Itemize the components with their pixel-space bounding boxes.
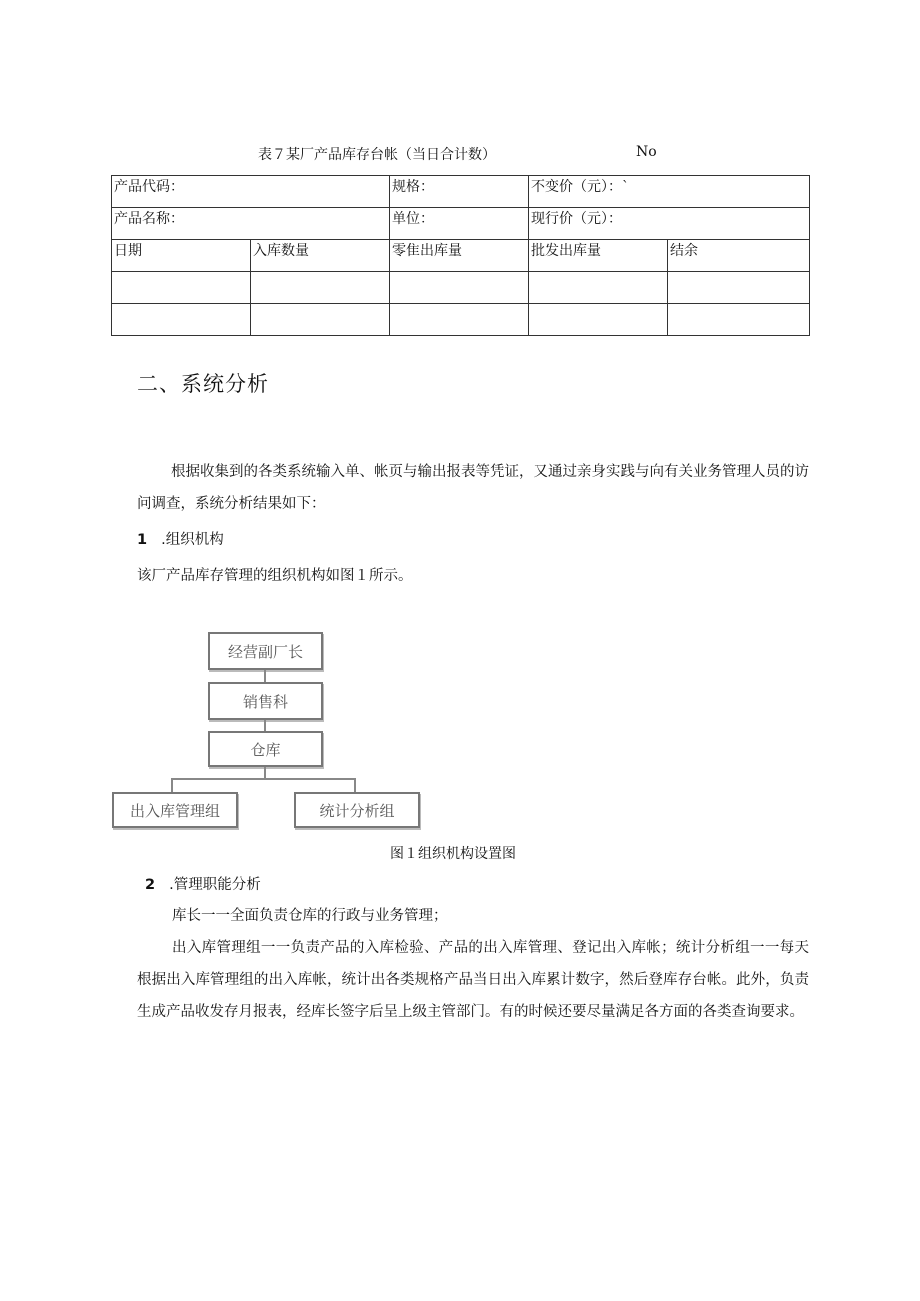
inventory-ledger-table bbox=[111, 175, 810, 336]
table-row bbox=[112, 304, 810, 336]
product-code-cell: 产品代码： bbox=[112, 176, 390, 208]
column-header: 结余 bbox=[668, 240, 810, 272]
table-cell bbox=[390, 304, 529, 336]
figure-caption: 图１组织机构设置图 bbox=[390, 846, 516, 862]
table-cell bbox=[529, 272, 668, 304]
item-1-number: 1 bbox=[137, 532, 148, 548]
org-node-stats-group: 统计分析组 bbox=[294, 792, 420, 828]
org-connector bbox=[171, 778, 173, 792]
table-row bbox=[112, 208, 810, 240]
table-row bbox=[112, 272, 810, 304]
intro-paragraph: 根据收集到的各类系统输入单、帐页与输出报表等凭证，又通过亲身实践与向有关业务管理人员的访问调查，系统分析结果如下： bbox=[137, 464, 809, 512]
table-cell bbox=[668, 304, 810, 336]
table-cell bbox=[251, 304, 390, 336]
table-row bbox=[112, 176, 810, 208]
item-2-paragraph: 出入库管理组一一负责产品的入库检验、产品的出入库管理、登记出入库帐；统计分析组一一每天根据出入库管理组的出入库帐，统计出各类规格产品当日出入库累计数字，然后登库存台帐。此外，负责生成产品收发存月报表，经库长签字后呈上级主管部门。有的时候还要尽量满足各方面的各类查询要求。 bbox=[137, 940, 809, 1020]
spec-cell: 规格： bbox=[390, 176, 529, 208]
item-2-number: 2 bbox=[145, 877, 156, 893]
current-price-cell: 现行价（元）： bbox=[529, 208, 810, 240]
item-1-text: 该厂产品库存管理的组织机构如图１所示。 bbox=[137, 568, 413, 584]
org-node-warehouse: 仓库 bbox=[208, 731, 323, 767]
column-header: 零隹出库量 bbox=[390, 240, 529, 272]
table-cell bbox=[251, 272, 390, 304]
column-header: 日期 bbox=[112, 240, 251, 272]
table-cell bbox=[390, 272, 529, 304]
table-number-label: No bbox=[636, 144, 657, 160]
org-connector bbox=[264, 670, 266, 682]
table-title: 表７某厂产品库存台帐（当日合计数） bbox=[258, 147, 496, 163]
item-2-title: .管理职能分析 bbox=[169, 877, 261, 893]
table-header-row bbox=[112, 240, 810, 272]
product-name-cell: 产品名称： bbox=[112, 208, 390, 240]
section-heading: 二、系统分析 bbox=[137, 372, 269, 396]
item-2-heading bbox=[145, 873, 261, 894]
table-cell bbox=[112, 272, 251, 304]
item-1-heading bbox=[137, 528, 224, 549]
fixed-price-cell: 不变价（元）：` bbox=[529, 176, 810, 208]
table-cell bbox=[529, 304, 668, 336]
table-cell bbox=[668, 272, 810, 304]
item-1-title: .组织机构 bbox=[161, 532, 224, 548]
org-connector bbox=[264, 720, 266, 731]
column-header: 批发出库量 bbox=[529, 240, 668, 272]
org-node-sales: 销售科 bbox=[208, 682, 323, 720]
org-connector bbox=[171, 778, 356, 780]
item-2-line: 库长一一全面负责仓库的行政与业务管理； bbox=[172, 908, 448, 924]
org-node-top: 经营副厂长 bbox=[208, 632, 323, 670]
table-cell bbox=[112, 304, 251, 336]
org-node-inout-group: 出入库管理组 bbox=[112, 792, 238, 828]
column-header: 入库数量 bbox=[251, 240, 390, 272]
unit-cell: 单位： bbox=[390, 208, 529, 240]
org-connector bbox=[354, 778, 356, 792]
